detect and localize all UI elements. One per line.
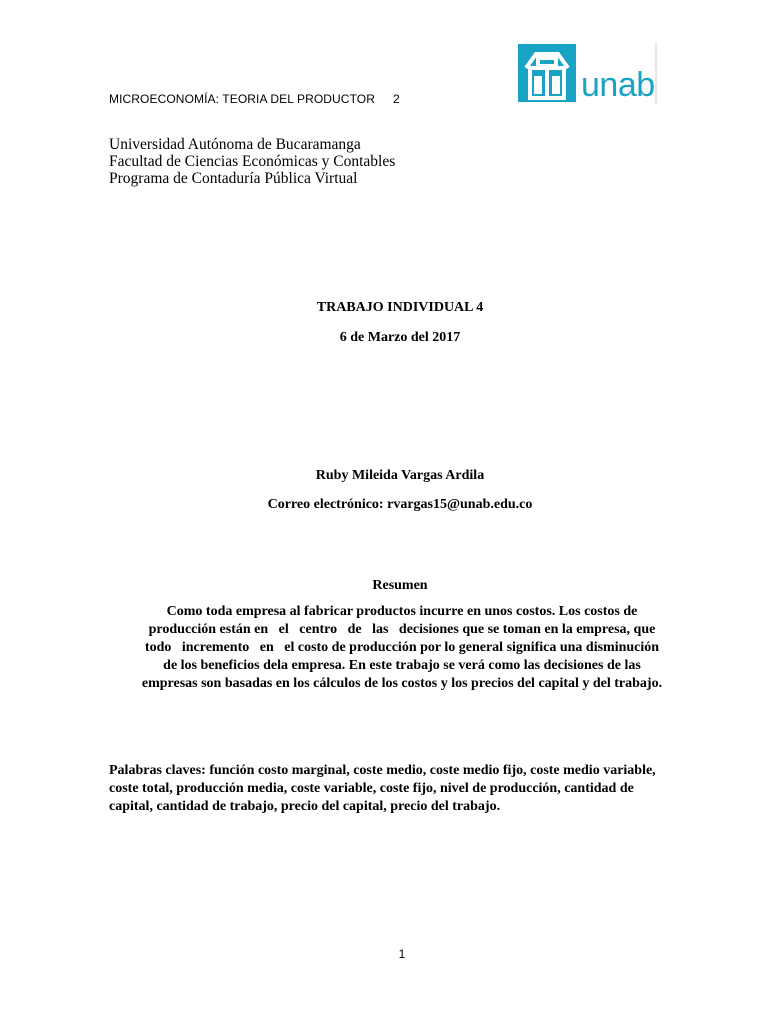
- header-page-number: 2: [392, 92, 400, 106]
- logo-wordmark: unab: [581, 66, 655, 104]
- abstract-line: de los beneficios dela empresa. En este trabajo se verá como las decisiones de las: [163, 658, 641, 673]
- assignment-title: TRABAJO INDIVIDUAL 4: [316, 300, 484, 315]
- author-email: Correo electrónico: rvargas15@unab.edu.co: [267, 497, 533, 512]
- abstract-line: Como toda empresa al fabricar productos incurre en unos costos. Los costos de: [166, 604, 638, 619]
- abstract-body: [100, 603, 704, 693]
- assignment-date: 6 de Marzo del 2017: [339, 330, 461, 345]
- abstract-line: empresas son basadas en los cálculos de los costos y los precios del capital y del trabajo.: [141, 676, 663, 691]
- running-header: [109, 92, 400, 106]
- abstract-heading: Resumen: [372, 578, 428, 593]
- university-name: Universidad Autónoma de Bucaramanga: [109, 136, 361, 153]
- author-name: Ruby Mileida Vargas Ardila: [315, 468, 485, 483]
- institution-block: [109, 136, 395, 187]
- keywords-paragraph: Palabras claves: función costo marginal, coste medio, coste medio fijo, coste medio variable, coste total, producción media, coste variable, coste fijo, nivel de producción, cantidad de capital, cantidad de trabajo, precio del capital, precio del trabajo.: [109, 763, 656, 814]
- university-building-icon: [518, 44, 576, 102]
- abstract-line: todo incremento en el costo de producción por lo general significa una disminución: [144, 640, 660, 655]
- faculty-name: Facultad de Ciencias Económicas y Contables: [109, 153, 396, 170]
- program-name: Programa de Contaduría Pública Virtual: [109, 170, 358, 187]
- header-course-title: MICROECONOMÍA: TEORIA DEL PRODUCTOR: [109, 92, 375, 106]
- footer-page-number: 1: [398, 947, 406, 961]
- abstract-line: producción están en el centro de las decisiones que se toman en la empresa, que: [148, 622, 656, 637]
